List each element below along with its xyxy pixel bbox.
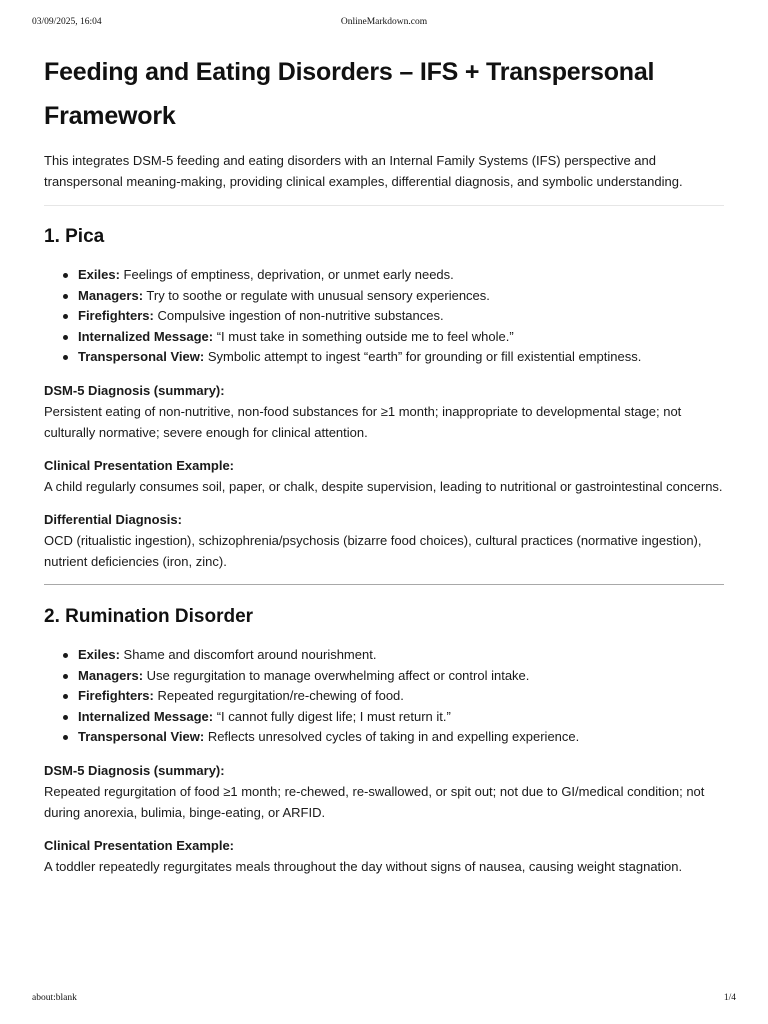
bullet-dot [63, 314, 68, 319]
list-item [44, 727, 724, 748]
clinical-text: A toddler repeatedly regurgitates meals throughout the day without signs of nausea, causing weight stagnation. [44, 858, 683, 874]
ifs-parts-list [44, 265, 724, 368]
item-label: Internalized Message: [78, 708, 214, 724]
bullet-dot [63, 653, 68, 658]
bullet-dot [63, 294, 68, 299]
item-label: Exiles: [78, 646, 120, 662]
list-item [44, 707, 724, 728]
item-label: Exiles: [78, 267, 120, 282]
intro-paragraph: This integrates DSM-5 feeding and eating disorders with an Internal Family Systems (IFS) perspective and transpersonal meaning-making, providing clinical examples, differential diagnosis, and symbolic understanding. [44, 153, 683, 189]
print-datetime: 03/09/2025, 16:04 [32, 17, 102, 27]
bullet-dot [63, 735, 68, 740]
section-rumination-disorder [44, 603, 724, 877]
dsm-text: Persistent eating of non-nutritive, non-food substances for ≥1 month; inappropriate to developmental stage; not culturally normative; severe enough for clinical attention. [44, 403, 682, 440]
print-footer [32, 993, 736, 1007]
list-item [44, 347, 724, 368]
list-item [44, 286, 724, 307]
clinical-text: A child regularly consumes soil, paper, or chalk, despite supervision, leading to nutritional or gastrointestinal concerns. [44, 478, 723, 494]
item-label: Firefighters: [78, 688, 154, 704]
clinical-heading: Clinical Presentation Example: [44, 457, 235, 473]
section-heading: 2. Rumination Disorder [44, 605, 254, 627]
list-item [44, 327, 724, 348]
document-content [44, 50, 724, 877]
list-item [44, 686, 724, 707]
list-item [44, 666, 724, 687]
section-pica [44, 223, 724, 572]
item-label: Managers: [78, 287, 144, 303]
title-divider [44, 205, 724, 206]
dsm-heading: DSM-5 Diagnosis (summary): [44, 382, 225, 398]
item-text: Symbolic attempt to ingest “earth” for grounding or fill existential emptiness. [204, 349, 642, 365]
item-text: Use regurgitation to manage overwhelming affect or control intake. [143, 667, 530, 683]
item-text: Repeated regurgitation/re-chewing of food. [153, 688, 404, 704]
item-text: Feelings of emptiness, deprivation, or unmet early needs. [119, 267, 454, 282]
differential-heading: Differential Diagnosis: [44, 511, 182, 527]
bullet-dot [63, 694, 68, 699]
print-header [32, 17, 736, 31]
section-divider [44, 584, 724, 585]
document-title: Feeding and Eating Disorders – IFS + Transpersonal Framework [44, 58, 655, 130]
item-text: “I must take in something outside me to feel whole.” [213, 328, 514, 344]
ifs-parts-list [44, 645, 724, 748]
print-page-number: 1/4 [723, 993, 736, 1003]
list-item [44, 265, 724, 286]
dsm-text: Repeated regurgitation of food ≥1 month; re-chewed, re-swallowed, or spit out; not due to GI/medical condition; not during anorexia, bulimia, binge-eating, or ARFID. [44, 783, 705, 820]
bullet-dot [63, 715, 68, 720]
item-label: Transpersonal View: [78, 349, 205, 365]
item-label: Transpersonal View: [78, 729, 205, 745]
bullet-dot [63, 335, 68, 340]
item-text: “I cannot fully digest life; I must return it.” [213, 708, 451, 724]
bullet-dot [63, 674, 68, 679]
dsm-heading: DSM-5 Diagnosis (summary): [44, 762, 225, 778]
print-site-name: OnlineMarkdown.com [340, 17, 428, 27]
list-item [44, 306, 724, 327]
print-url: about:blank [32, 993, 77, 1003]
clinical-heading: Clinical Presentation Example: [44, 837, 235, 853]
differential-text: OCD (ritualistic ingestion), schizophrenia/psychosis (bizarre food choices), cultural practices (normative ingestion), nutrient deficiencies (iron, zinc). [44, 532, 702, 569]
item-text: Shame and discomfort around nourishment. [119, 646, 377, 662]
list-item [44, 645, 724, 666]
item-label: Firefighters: [78, 308, 154, 324]
item-label: Managers: [78, 667, 144, 683]
item-label: Internalized Message: [78, 328, 214, 344]
bullet-dot [63, 355, 68, 360]
item-text: Reflects unresolved cycles of taking in and expelling experience. [204, 729, 580, 745]
item-text: Compulsive ingestion of non-nutritive substances. [153, 308, 444, 324]
bullet-dot [63, 273, 68, 278]
item-text: Try to soothe or regulate with unusual sensory experiences. [143, 287, 490, 303]
section-heading: 1. Pica [44, 226, 105, 247]
